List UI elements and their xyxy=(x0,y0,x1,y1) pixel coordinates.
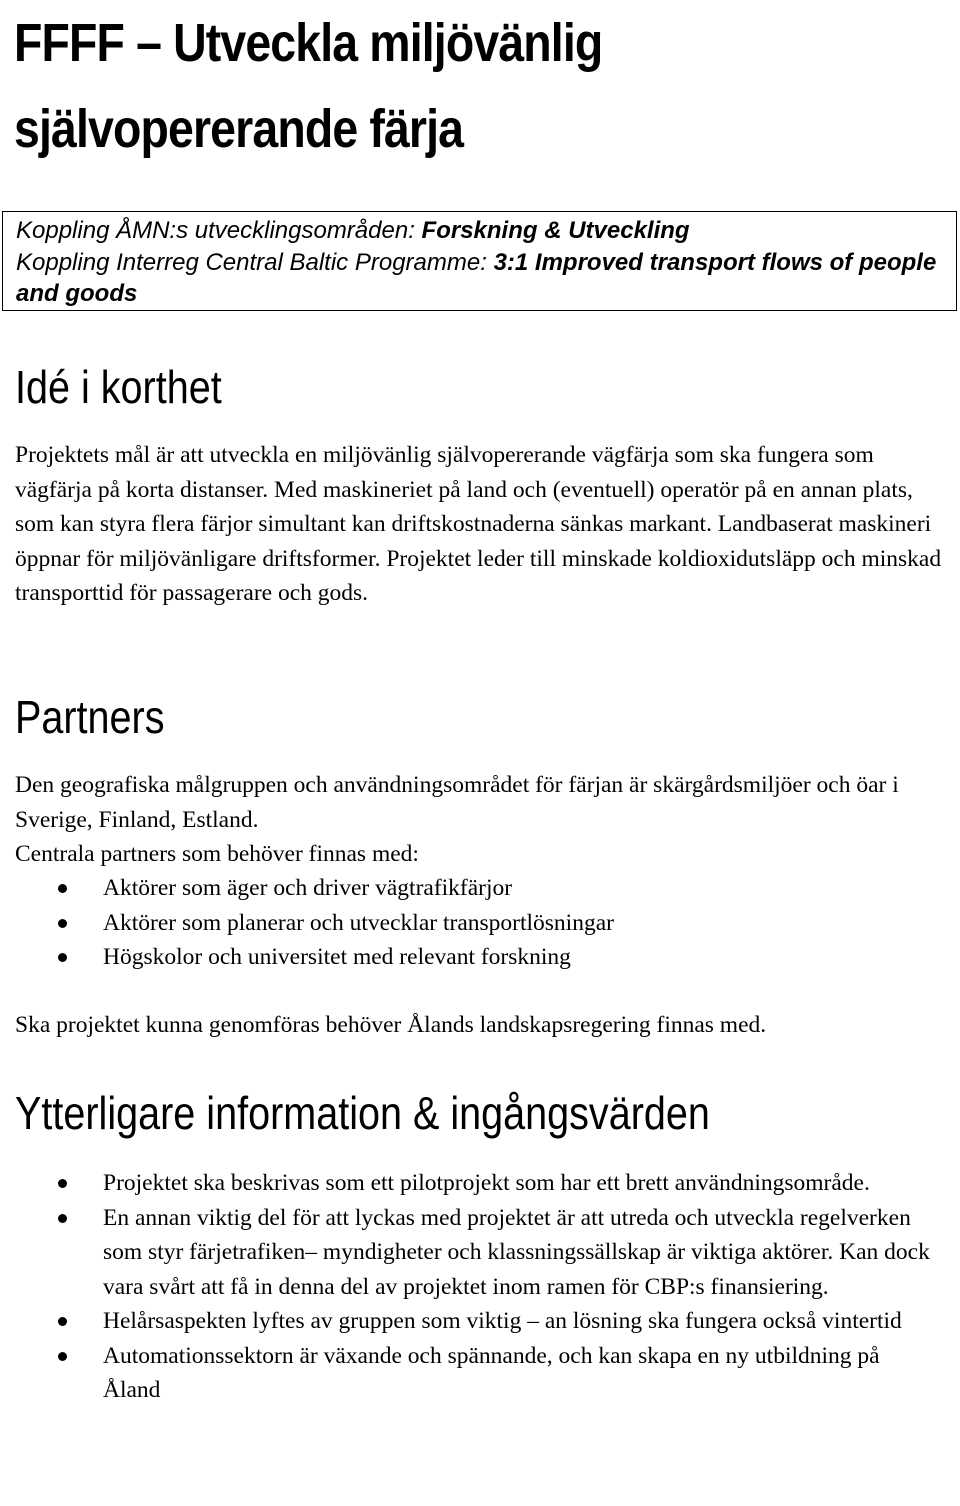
bullet-icon xyxy=(58,953,67,962)
koppling-interreg-value: 3:1 Improved transport flows of people and goods xyxy=(16,248,937,307)
partners-list xyxy=(0,871,960,975)
bullet-icon xyxy=(58,1317,67,1326)
list-item xyxy=(0,1201,933,1305)
ide-paragraph: Projektets mål är att utveckla en miljövänlig självopererande vägfärja som ska fungera som vägfärja på korta distanser. Med maskineriet på land och (eventuell) operatör på en annan plats, som kan styra flera färjor simultant kan driftskostnaderna sänkas markant. Landbaserat maskineri öppnar för miljövänligare driftsformer. Projektet leder till minskade koldioxidutsläpp och minskad transporttid för passagerare och gods. xyxy=(15,442,942,606)
section-heading-ide: Idé i korthet xyxy=(15,361,222,413)
koppling-interreg-label: Koppling Interreg Central Baltic Programme: xyxy=(16,248,494,276)
bullet-icon xyxy=(58,884,67,893)
page-title: FFFF – Utveckla miljövänlig självopererande färja xyxy=(14,13,603,159)
list-item xyxy=(0,940,933,975)
bullet-icon xyxy=(58,1214,67,1223)
list-item xyxy=(0,871,933,906)
section-heading-partners: Partners xyxy=(15,691,165,743)
list-item-text: Aktörer som äger och driver vägtrafikfärjor xyxy=(103,875,513,901)
koppling-amn-label: Koppling ÅMN:s utvecklingsområden: xyxy=(16,217,422,244)
list-item xyxy=(0,906,933,941)
partners-lead: Centrala partners som behöver finnas med: xyxy=(15,841,419,867)
list-item xyxy=(0,1304,933,1339)
list-item-text: En annan viktig del för att lyckas med projektet är att utreda och utveckla regelverken som styr färjetrafiken– myndigheter och klassningssällskap är viktiga aktörer. Kan dock vara svårt att få in denna del av projektet inom ramen för CBP:s finansiering. xyxy=(103,1204,930,1300)
list-item-text: Automationssektorn är växande och spännande, och kan skapa en ny utbildning på Åland xyxy=(103,1342,880,1403)
section-heading-info: Ytterligare information & ingångsvärden xyxy=(15,1087,710,1139)
koppling-amn xyxy=(16,215,956,247)
koppling-box xyxy=(2,211,957,311)
bullet-icon xyxy=(58,1179,67,1188)
partners-note: Ska projektet kunna genomföras behöver Ålands landskapsregering finnas med. xyxy=(15,1012,767,1038)
bullet-icon xyxy=(58,1352,67,1361)
list-item xyxy=(0,1166,933,1201)
koppling-interreg xyxy=(16,247,956,310)
info-list xyxy=(0,1166,960,1408)
list-item-text: Projektet ska beskrivas som ett pilotprojekt som har ett brett användningsområde. xyxy=(103,1170,870,1196)
list-item xyxy=(0,1339,933,1408)
bullet-icon xyxy=(58,919,67,928)
koppling-amn-value: Forskning & Utveckling xyxy=(421,217,690,244)
list-item-text: Helårsaspekten lyftes av gruppen som viktig – an lösning ska fungera också vintertid xyxy=(103,1308,902,1334)
list-item-text: Aktörer som planerar och utvecklar transportlösningar xyxy=(103,909,614,936)
list-item-text: Högskolor och universitet med relevant forskning xyxy=(103,944,571,970)
partners-intro: Den geografiska målgruppen och användningsområdet för färjan är skärgårdsmiljöer och öar i Sverige, Finland, Estland. xyxy=(15,772,899,833)
